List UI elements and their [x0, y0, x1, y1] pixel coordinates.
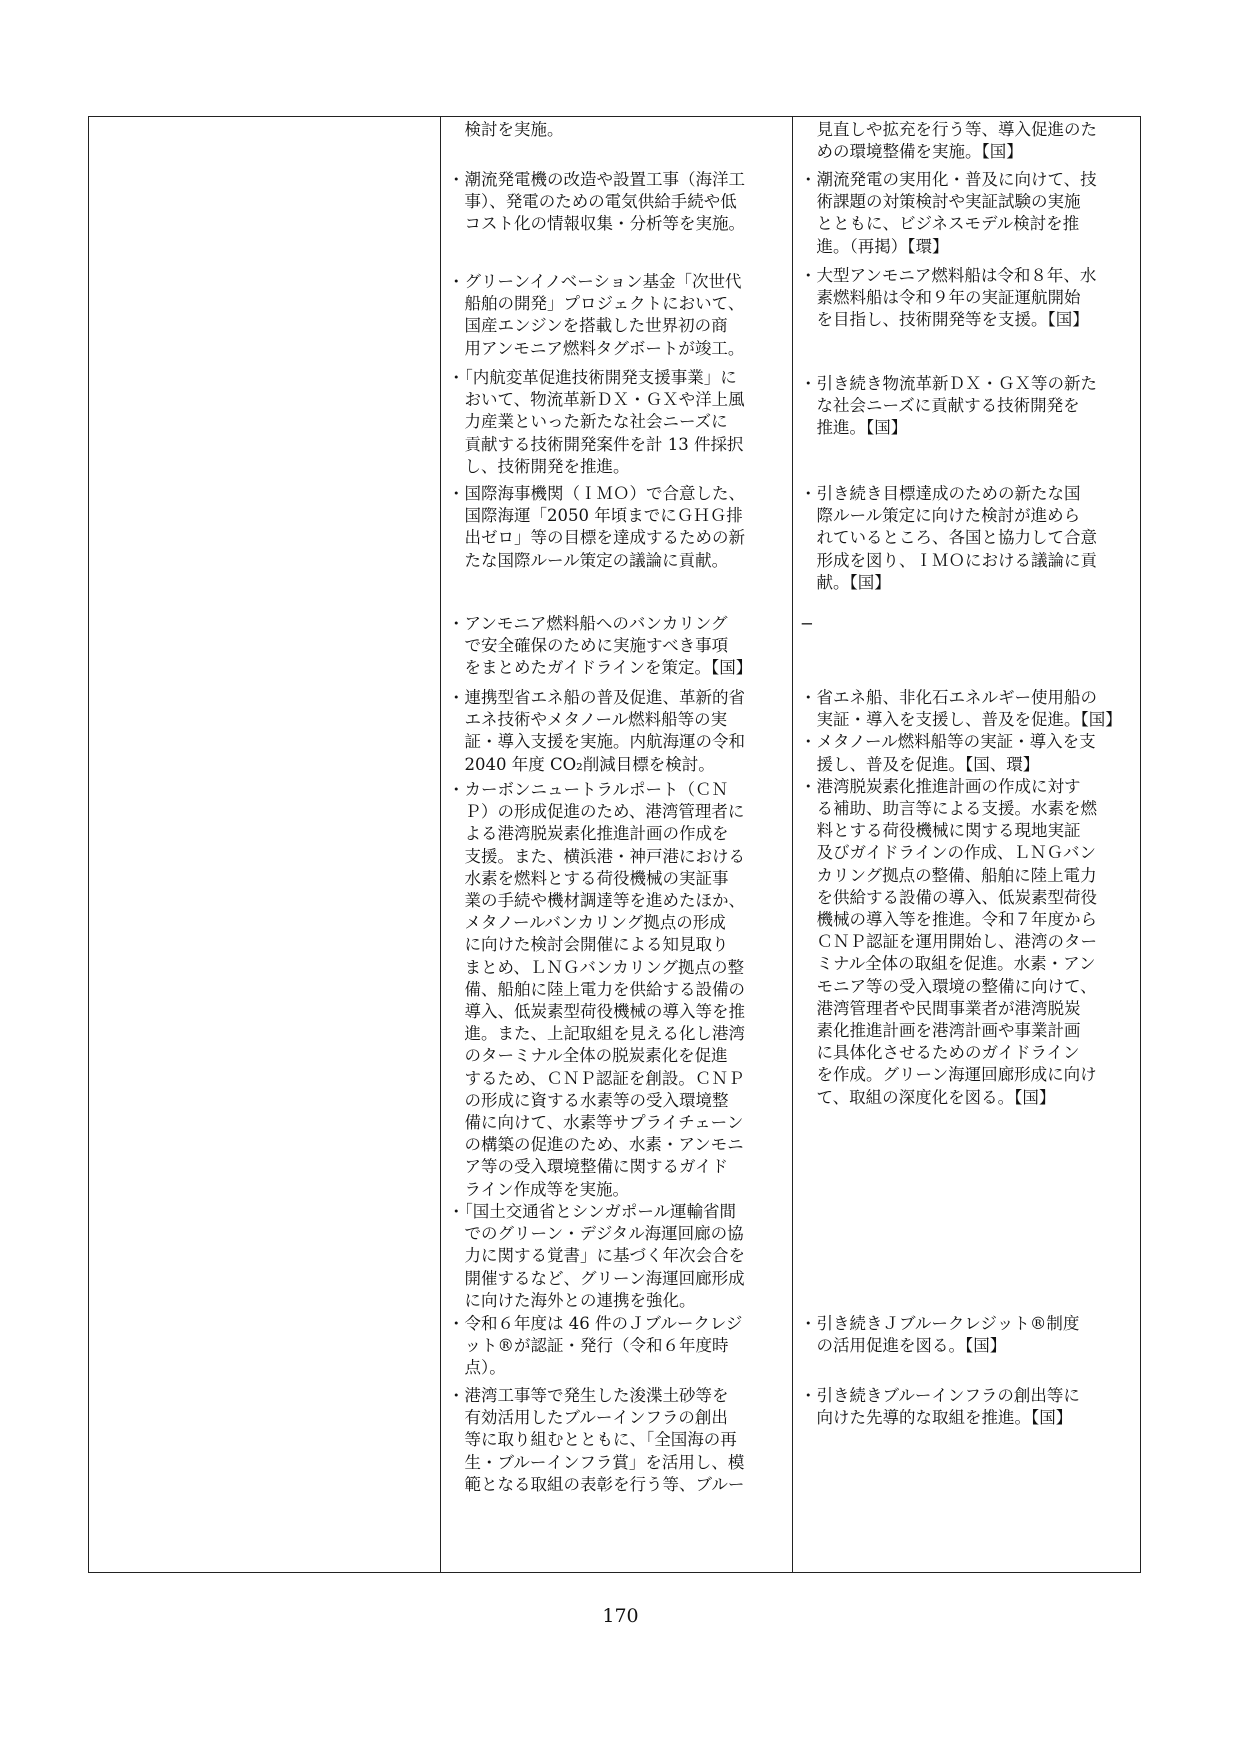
plans-text-line: ・引き続きＪブルークレジット®制度 [800, 1314, 1080, 1333]
results-text-line: メタノールバンカリング拠点の形成 [448, 913, 726, 933]
plans-text-line: 港湾管理者や民間事業者が港湾脱炭 [800, 998, 1081, 1018]
results-entry [448, 1313, 778, 1380]
plans-text-line: ・潮流発電の実用化・普及に向けて、技 [800, 170, 1097, 189]
plans-text-line: る補助、助言等による支援。水素を燃 [800, 799, 1097, 819]
plans-text-line: の活用促進を図る。【国】 [800, 1336, 1007, 1356]
plans-text-line: 際ルール策定に向けた検討が進めら [800, 506, 1081, 526]
results-text-line: たな国際ルール策定の議論に貢献。 [448, 550, 729, 570]
results-text-line: Ｐ）の形成促進のため、港湾管理者に [448, 802, 745, 822]
plans-text-line: ・引き続きブルーインフラの創出等に [800, 1386, 1080, 1405]
plans-entry [800, 1385, 1120, 1429]
plans-text-line: 料とする荷役機械に関する現地実証 [800, 821, 1081, 841]
plans-text-line: 形成を図り、ＩＭＯにおける議論に貢 [800, 550, 1097, 570]
column-divider-1 [440, 117, 441, 1572]
plans-text-line: めの環境整備を実施。【国】 [800, 142, 1023, 162]
page-number: 170 [602, 1605, 639, 1627]
results-text-line: 業の手続や機材調達等を進めたほか、 [448, 891, 745, 911]
results-text-line: ア等の受入環境整備に関するガイド [448, 1157, 729, 1177]
results-text-line: 備に向けて、水素等サプライチェーン [448, 1113, 744, 1133]
results-text-line: ・グリーンイノベーション基金「次世代 [448, 272, 742, 291]
results-text-line: ・港湾工事等で発生した浚渫土砂等を [448, 1386, 729, 1405]
results-text-line: ・国際海事機関（ＩＭＯ）で合意した、 [448, 484, 745, 503]
results-text-line: 水素を燃料とする荷役機械の実証事 [448, 868, 729, 888]
plans-entry [800, 613, 1120, 635]
results-text-line: ・アンモニア燃料船へのバンカリング [448, 614, 728, 633]
plans-text-line: 進。（再掲）【環】 [800, 236, 949, 256]
results-text-line: 国際海運「2050 年頃までにＧＨＧ排 [448, 506, 743, 526]
results-text-line: 出ゼロ」等の目標を達成するための新 [448, 528, 745, 548]
results-text-line: 国産エンジンを搭載した世界初の商 [448, 316, 728, 336]
plans-text-line: 素化推進計画を港湾計画や事業計画 [800, 1021, 1081, 1041]
plans-text-line: 援し、普及を促進。【国、環】 [800, 754, 1040, 774]
plans-text-line: ＣＮＰ認証を運用開始し、港湾のター [800, 932, 1097, 952]
results-text-line: 検討を実施。 [448, 120, 564, 139]
results-text-line: 貢献する技術開発案件を計 13 件採択 [448, 434, 744, 454]
results-text-line: 進。また、上記取組を見える化し港湾 [448, 1024, 745, 1044]
results-entry [448, 483, 778, 572]
results-text-line: の構築の促進のため、水素・アンモニ [448, 1135, 744, 1155]
plans-text-line: 術課題の対策検討や実証試験の実施 [800, 192, 1081, 212]
plans-text-line: を作成。グリーン海運回廊形成に向け [800, 1065, 1097, 1085]
plans-text-line: ・メタノール燃料船等の実証・導入を支 [800, 732, 1096, 752]
results-text-line: で安全確保のために実施すべき事項 [448, 636, 729, 656]
results-entry [448, 169, 778, 236]
results-text-line: 力産業といった新たな社会ニーズに [448, 412, 728, 432]
results-text-line: 点）。 [448, 1358, 506, 1378]
plans-text-line: 及びガイドラインの作成、ＬＮＧバン [800, 843, 1097, 863]
plans-entry [800, 119, 1120, 163]
results-text-line: ライン作成等を実施。 [448, 1179, 630, 1199]
plans-text-line: れているところ、各国と協力して合意 [800, 528, 1097, 548]
plans-text-line: に具体化させるためのガイドライン [800, 1043, 1080, 1063]
results-text-line: おいて、物流革新ＤＸ・ＧＸや洋上風 [448, 390, 745, 410]
results-text-line: 力に関する覚書」に基づく年次会合を [448, 1246, 745, 1266]
plans-text-line: 機械の導入等を推進。令和７年度から [800, 910, 1097, 930]
results-text-line: の形成に資する水素等の受入環境整 [448, 1090, 729, 1110]
plans-text-line: とともに、ビジネスモデル検討を推 [800, 214, 1080, 234]
results-text-line: ・連携型省エネ船の普及促進、革新的省 [448, 688, 745, 707]
results-text-line: エネ技術やメタノール燃料船等の実 [448, 710, 728, 730]
plans-entry [800, 169, 1120, 258]
results-text-line: 支援。また、横浜港・神戸港における [448, 846, 745, 866]
plans-text-line: 実証・導入を支援し、普及を促進。【国】 [800, 710, 1122, 730]
plans-text-line: モニア等の受入環境の整備に向けて、 [800, 976, 1097, 996]
plans-text-line: 推進。【国】 [800, 418, 908, 438]
results-text-line: 2040 年度 CO₂削減目標を検討。 [448, 754, 715, 774]
results-text-line: 生・ブルーインフラ賞」を活用し、模 [448, 1452, 745, 1472]
plans-text-line: を目指し、技術開発等を支援。【国】 [800, 310, 1089, 330]
results-text-line: をまとめたガイドラインを策定。【国】 [448, 658, 753, 678]
results-text-line: 導入、低炭素型荷役機械の導入等を推 [448, 1002, 745, 1022]
results-text-line: のターミナル全体の脱炭素化を促進 [448, 1046, 728, 1066]
plans-text-line: て、取組の深度化を図る。【国】 [800, 1087, 1056, 1107]
results-text-line: ・潮流発電機の改造や設置工事（海洋工 [448, 170, 745, 189]
results-text-line: ・令和６年度は 46 件のＪブルークレジ [448, 1314, 743, 1333]
results-text-line: ・「国土交通省とシンガポール運輸省間 [448, 1202, 737, 1221]
plans-text-line: な社会ニーズに貢献する技術開発を [800, 396, 1080, 416]
results-entry [448, 367, 778, 478]
results-text-line: し、技術開発を推進。 [448, 456, 630, 476]
plans-text-line: 素燃料船は令和９年の実証運航開始 [800, 288, 1081, 308]
plans-entry [800, 483, 1120, 594]
results-entry [448, 1385, 778, 1496]
results-entry [448, 779, 778, 1201]
plans-text-line: を供給する設備の導入、低炭素型荷役 [800, 887, 1097, 907]
plans-entry [800, 687, 1120, 1109]
results-text-line: ・カーボンニュートラルポート（ＣＮ [448, 780, 729, 799]
results-entry [448, 119, 778, 141]
plans-text-line: ・引き続き物流革新ＤＸ・ＧＸ等の新た [800, 374, 1097, 393]
plans-entry [800, 1313, 1120, 1357]
plans-text-line: カリング拠点の整備、船舶に陸上電力 [800, 865, 1097, 885]
plans-text-line: ・省エネ船、非化石エネルギー使用船の [800, 688, 1097, 707]
results-text-line: ・「内航変革促進技術開発支援事業」に [448, 368, 737, 387]
results-text-line: よる港湾脱炭素化推進計画の作成を [448, 824, 729, 844]
results-entry [448, 687, 778, 776]
results-text-line: に向けた検討会開催による知見取り [448, 935, 729, 955]
plans-entry [800, 373, 1120, 440]
plans-text-line: − [800, 614, 814, 633]
results-text-line: まとめ、ＬＮＧバンカリング拠点の整 [448, 957, 745, 977]
results-text-line: 事）、発電のための電気供給手続や低 [448, 192, 737, 212]
plans-text-line: 見直しや拡充を行う等、導入促進のた [800, 120, 1097, 139]
plans-text-line: ・大型アンモニア燃料船は令和８年、水 [800, 266, 1097, 285]
results-text-line: ット®が認証・発行（令和６年度時 [448, 1336, 729, 1356]
plans-text-line: 献。【国】 [800, 572, 891, 592]
results-text-line: 備、船舶に陸上電力を供給する設備の [448, 979, 745, 999]
results-text-line: 有効活用したブルーインフラの創出 [448, 1408, 728, 1428]
plans-text-line: ・港湾脱炭素化推進計画の作成に対す [800, 776, 1081, 796]
results-text-line: コスト化の情報収集・分析等を実施。 [448, 214, 745, 234]
plans-entry [800, 265, 1120, 332]
results-text-line: 証・導入支援を実施。内航海運の令和 [448, 732, 745, 752]
results-entry [448, 271, 778, 360]
results-text-line: 開催するなど、グリーン海運回廊形成 [448, 1268, 745, 1288]
plans-text-line: ミナル全体の取組を促進。水素・アン [800, 954, 1096, 974]
results-text-line: 用アンモニア燃料タグボートが竣工。 [448, 338, 745, 358]
column-divider-2 [792, 117, 793, 1572]
results-text-line: に向けた海外との連携を強化。 [448, 1290, 696, 1310]
results-text-line: 範となる取組の表彰を行う等、ブルー [448, 1474, 745, 1494]
results-text-line: するため、ＣＮＰ認証を創設。ＣＮＰ [448, 1068, 745, 1088]
plans-text-line: 向けた先導的な取組を推進。【国】 [800, 1408, 1073, 1428]
results-text-line: 等に取り組むとともに、「全国海の再 [448, 1430, 737, 1450]
results-entry [448, 1201, 778, 1312]
policy-table [88, 116, 1141, 1573]
results-text-line: でのグリーン・デジタル海運回廊の協 [448, 1224, 744, 1244]
plans-text-line: ・引き続き目標達成のための新たな国 [800, 484, 1081, 503]
results-text-line: 船舶の開発」プロジェクトにおいて、 [448, 294, 745, 314]
results-entry [448, 613, 778, 680]
